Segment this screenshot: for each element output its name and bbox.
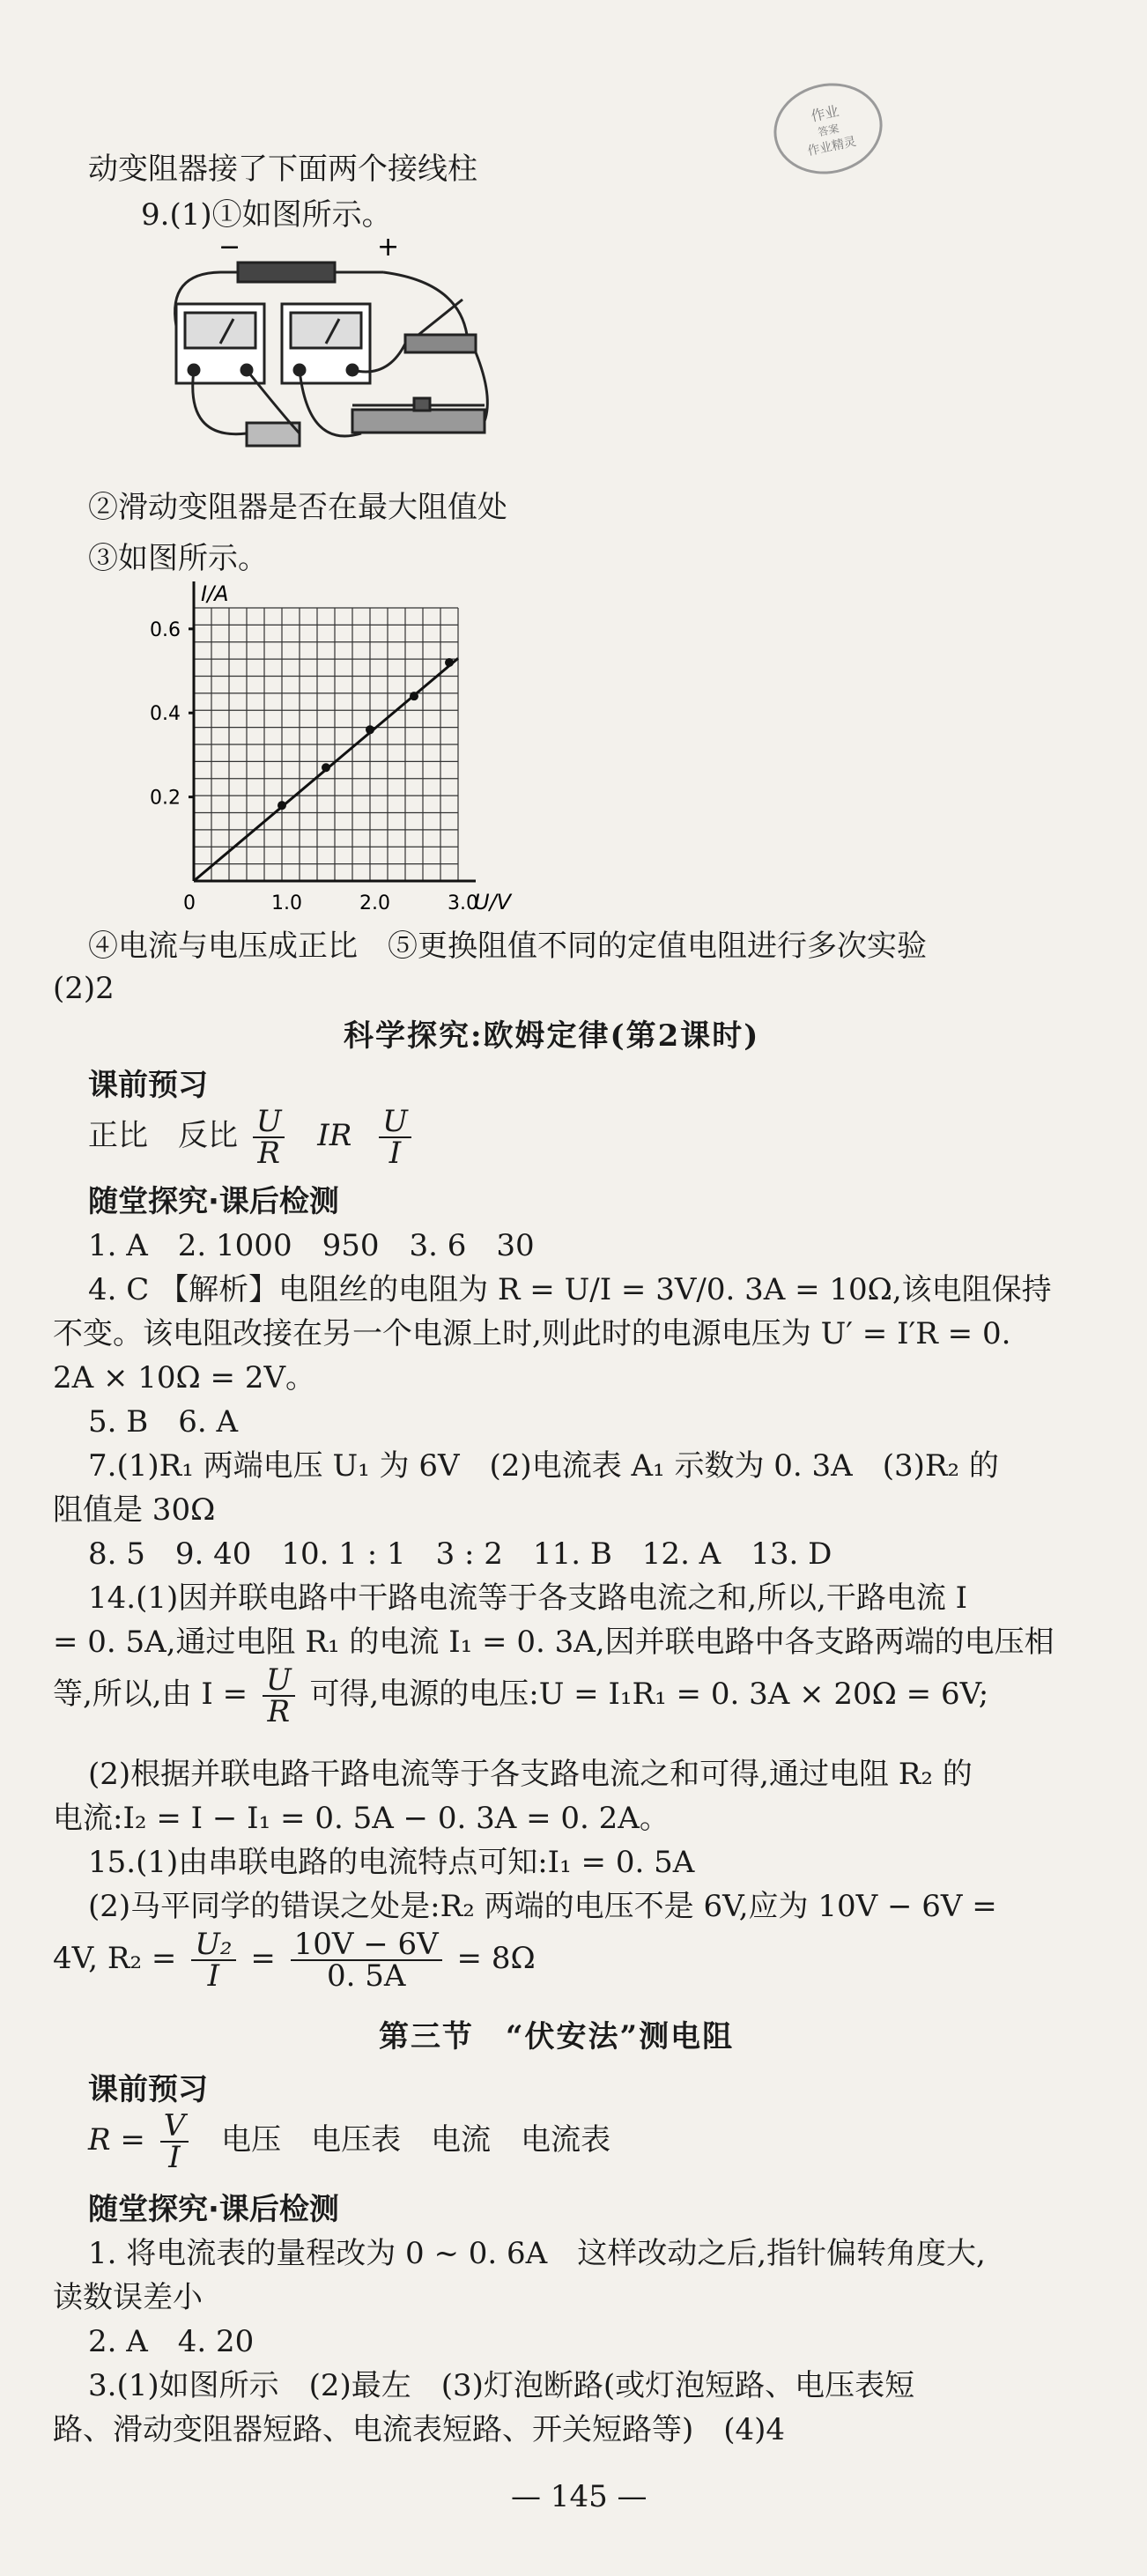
page-number: — 145 — [511, 2479, 648, 2514]
y-tick-label: 0.4 [150, 703, 181, 726]
answer-14a: 14.(1)因并联电路中干路电流等于各支路电流之和,所以,干路电流 I [88, 1580, 968, 1616]
section1-pre-heading: 课前预习 [88, 1068, 208, 1103]
data-point [410, 692, 418, 700]
chart-marks [194, 658, 458, 881]
answer-7b: 阻值是 30Ω [53, 1492, 216, 1528]
section2-check-heading: 随堂探究·课后检测 [88, 2192, 339, 2227]
pre2-fraction: $\frac{V}{I}$ [160, 2111, 189, 2173]
answer-15c-fraction-1: $\frac{\text{U₂}}{I}$ [191, 1929, 235, 1991]
stamp-line2: 答案 [817, 122, 840, 139]
section-title-voltammetry: 第三节 “伏安法”测电阻 [379, 2019, 735, 2054]
battery-plus-label: + [377, 238, 400, 263]
section2-pre-heading: 课前预习 [88, 2072, 208, 2107]
line-5: ④电流与电压成正比 ⑤更换阻值不同的定值电阻进行多次实验 [88, 929, 927, 964]
answer2-1b: 读数误差小 [53, 2280, 203, 2315]
data-point [322, 763, 330, 772]
line-3: ②滑动变阻器是否在最大阻值处 [88, 490, 507, 525]
answer-8-13: 8. 5 9. 40 10. 1 : 1 3 : 2 11. B 12. A 13. D [88, 1536, 832, 1572]
section2-pre-answers [88, 2108, 611, 2181]
answer2-1a: 1. 将电流表的量程改为 0 ~ 0. 6A 这样改动之后,指针偏转角度大, [88, 2236, 986, 2271]
x-axis-label: U/V [474, 890, 512, 914]
x-tick-label: 2.0 [359, 892, 390, 914]
answer-4b: 不变。该电阻改接在另一个电源上时,则此时的电源电压为 U′ = I′R = 0. [53, 1316, 1011, 1351]
answer-15a: 15.(1)由串联电路的电流特点可知:I₁ = 0. 5A [88, 1845, 695, 1880]
line-1: 动变阻器接了下面两个接线柱 [88, 152, 477, 187]
data-point [445, 658, 454, 667]
answer2-3a: 3.(1)如图所示 (2)最左 (3)灯泡断路(或灯泡短路、电压表短 [88, 2368, 915, 2403]
x-tick-label: 1.0 [271, 892, 302, 914]
answer-14c [53, 1662, 989, 1736]
watermark-stamp [766, 73, 891, 184]
battery-minus-label: − [218, 238, 241, 263]
x-tick-label: 0 [183, 892, 196, 914]
pre-text-1: 正比 反比 [88, 1118, 238, 1153]
answer-15c-pre: 4V, R₂ = [53, 1941, 177, 1976]
answer-1-3: 1. A 2. 1000 950 3. 6 30 [88, 1228, 535, 1263]
answer-15c [53, 1929, 536, 2000]
answer-7a: 7.(1)R₁ 两端电压 U₁ 为 6V (2)电流表 A₁ 示数为 0. 3A (3)R₂ 的 [88, 1448, 999, 1484]
answer-15b: (2)马平同学的错误之处是:R₂ 两端的电压不是 6V,应为 10V − 6V = [88, 1889, 997, 1924]
answer-15c-eq: = [250, 1941, 276, 1976]
y-tick-label: 0.2 [150, 787, 181, 810]
pre-text-2: IR [317, 1118, 352, 1153]
x-tick-label: 3.0 [448, 892, 478, 914]
pre-fraction-1: $\frac{U}{R}$ [253, 1107, 285, 1168]
answer-5-6: 5. B 6. A [88, 1404, 239, 1440]
iu-chart [141, 581, 529, 916]
section1-check-heading: 随堂探究·课后检测 [88, 1184, 339, 1219]
answer-14c-pre: 等,所以,由 I = [53, 1677, 248, 1712]
y-axis-label: I/A [201, 581, 229, 606]
section-title-ohm: 科学探究:欧姆定律(第2课时) [344, 1018, 760, 1054]
circuit-diagram [167, 238, 502, 467]
chart-grid [194, 608, 458, 881]
answer-4a: 4. C 【解析】电阻丝的电阻为 R = U/I = 3V/0. 3A = 10Ω,该电阻保持 [88, 1272, 1052, 1307]
answer-4c: 2A × 10Ω = 2V。 [53, 1360, 316, 1395]
line-4: ③如图所示。 [88, 541, 268, 576]
stamp-line1: 作业 [809, 102, 840, 125]
answer-15c-post: = 8Ω [456, 1941, 536, 1976]
answer2-3b: 路、滑动变阻器短路、电流表短路、开关短路等) (4)4 [53, 2412, 786, 2447]
line-6: (2)2 [53, 971, 115, 1006]
stamp-note: 作业精灵 [806, 134, 858, 159]
data-point [278, 801, 286, 810]
answer-14c-post: 可得,电源的电压:U = I₁R₁ = 0. 3A × 20Ω = 6V; [309, 1677, 989, 1712]
pre2-lhs: R = [88, 2122, 145, 2158]
pre-fraction-2: $\frac{U}{I}$ [379, 1107, 411, 1168]
chart-axes [150, 581, 478, 914]
line-2: 9.(1)①如图所示。 [141, 197, 392, 233]
answer-15c-fraction-2: $\frac{10V - 6V}{0. 5A}$ [291, 1929, 442, 1991]
answer2-2: 2. A 4. 20 [88, 2324, 255, 2359]
answer-14c-fraction: $\frac{U}{R}$ [263, 1665, 295, 1727]
answer-14e: 电流:I₂ = I − I₁ = 0. 5A − 0. 3A = 0. 2A。 [53, 1801, 670, 1836]
pre2-rest: 电压 电压表 电流 电流表 [221, 2122, 611, 2158]
section1-pre-answers [88, 1104, 417, 1177]
data-point [366, 725, 374, 734]
y-tick-label: 0.6 [150, 618, 181, 641]
answer-14d: (2)根据并联电路干路电流等于各支路电流之和可得,通过电阻 R₂ 的 [88, 1757, 973, 1792]
answer-14b: = 0. 5A,通过电阻 R₁ 的电流 I₁ = 0. 3A,因并联电路中各支路两端的电压相 [53, 1625, 1054, 1660]
